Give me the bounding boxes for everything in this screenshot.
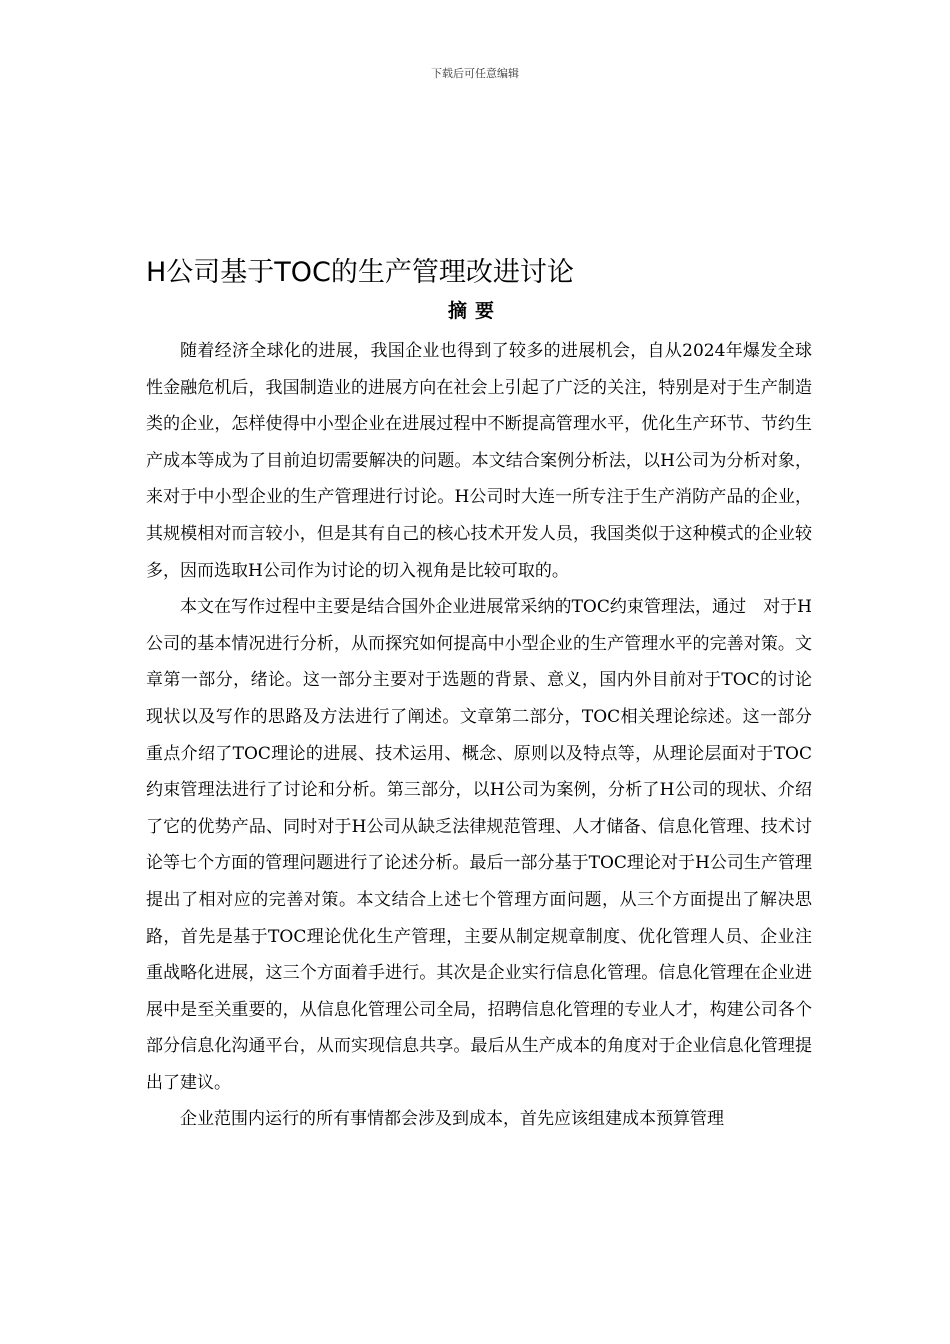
abstract-paragraph-1: 随着经济全球化的进展，我国企业也得到了较多的进展机会，自从2024年爆发全球性金融危机后，我国制造业的进展方向在社会上引起了广泛的关注，特别是对于生产制造类的企业，怎样使得中小型企业在进展过程中不断提高管理水平，优化生产环节、节约生产成本等成为了目前迫切需要解决的问题。本文结合案例分析法，以H公司为分析对象，来对于中小型企业的生产管理进行讨论。H公司时大连一所专注于生产消防产品的企业，其规模相对而言较小，但是其有自己的核心技术开发人员，我国类似于这种模式的企业较多，因而选取H公司作为讨论的切入视角是比较可取的。 bbox=[146, 341, 812, 581]
abstract-paragraph-2: 本文在写作过程中主要是结合国外企业进展常采纳的TOC约束管理法，通过 对于H公司的基本情况进行分析，从而探究如何提高中小型企业的生产管理水平的完善对策。文章第一部分，绪论。这一部分主要对于选题的背景、意义，国内外目前对于TOC的讨论现状以及写作的思路及方法进行了阐述。文章第二部分，TOC相关理论综述。这一部分重点介绍了TOC理论的进展、技术运用、概念、原则以及特点等，从理论层面对于TOC约束管理法进行了讨论和分析。第三部分，以H公司为案例，分析了H公司的现状、介绍了它的优势产品、同时对于H公司从缺乏法律规范管理、人才储备、信息化管理、技术讨论等七个方面的管理问题进行了论述分析。最后一部分基于TOC理论对于H公司生产管理提出了相对应的完善对策。本文结合上述七个管理方面问题，从三个方面提出了解决思路，首先是基于TOC理论优化生产管理，主要从制定规章制度、优化管理人员、企业注重战略化进展，这三个方面着手进行。其次是企业实行信息化管理。信息化管理在企业进展中是至关重要的，从信息化管理公司全局，招聘信息化管理的专业人才，构建公司各个部分信息化沟通平台，从而实现信息共享。最后从生产成本的角度对于企业信息化管理提出了建议。 bbox=[146, 597, 812, 1093]
abstract-paragraph-3: 企业范围内运行的所有事情都会涉及到成本，首先应该组建成本预算管理 bbox=[180, 1109, 724, 1130]
abstract-body bbox=[146, 333, 812, 1138]
download-note: 下载后可任意编辑 bbox=[431, 67, 519, 80]
abstract-heading: 摘要 bbox=[447, 300, 502, 322]
document-title: H公司基于TOC的生产管理改进讨论 bbox=[146, 257, 574, 288]
